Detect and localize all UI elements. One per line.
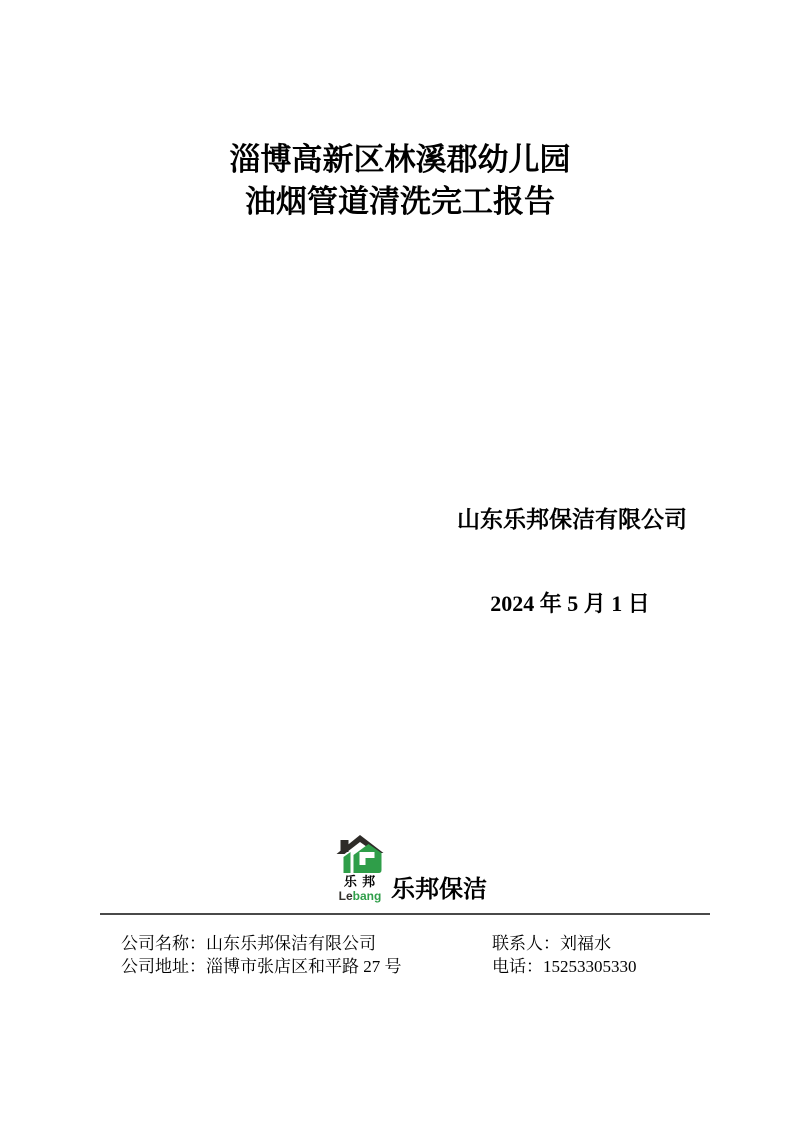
report-date: 2024 年 5 月 1 日	[490, 591, 650, 616]
report-title	[0, 139, 800, 223]
footer-right-column	[492, 932, 637, 978]
logo-latin-bang: bang	[352, 889, 382, 903]
logo-stamp-text: 乐 邦	[343, 874, 377, 889]
footer-left-column	[121, 932, 492, 978]
footer-phone: 电话：15253305330	[492, 957, 637, 976]
report-title-line2: 油烟管道清洗完工报告	[245, 184, 555, 219]
company-name: 山东乐邦保洁有限公司	[457, 507, 687, 532]
footer-contact-person: 联系人：刘福水	[492, 934, 611, 953]
footer-contact-info	[121, 932, 637, 978]
footer-divider-line	[100, 913, 710, 915]
logo-brand-label: 乐邦保洁	[391, 877, 487, 903]
footer-company-address: 公司地址：淄博市张店区和平路 27 号	[121, 957, 402, 976]
logo-latin-text	[339, 890, 382, 903]
report-title-line1: 淄博高新区林溪郡幼儿园	[229, 142, 571, 177]
house-logo-icon	[336, 834, 384, 873]
logo-column	[336, 834, 384, 903]
logo-latin-le: Le	[338, 889, 353, 903]
company-logo	[336, 834, 487, 903]
letter-g-crossbar	[366, 858, 382, 865]
letter-l-shape	[344, 852, 351, 873]
footer-company-name: 公司名称：山东乐邦保洁有限公司	[121, 934, 376, 953]
